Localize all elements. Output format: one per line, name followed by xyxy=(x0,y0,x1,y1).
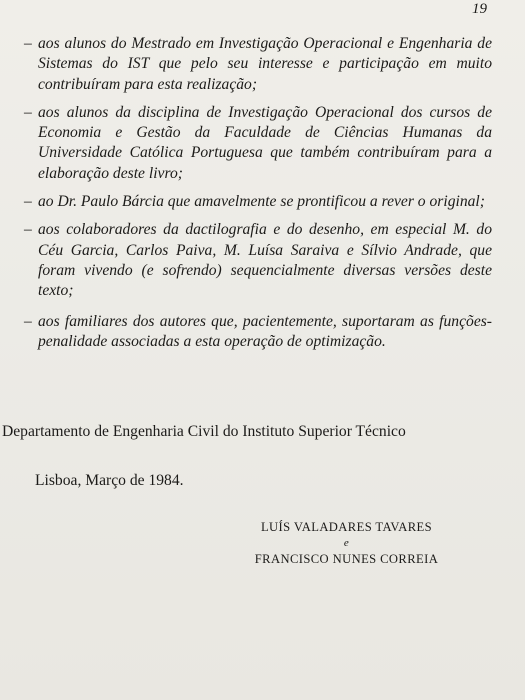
author-connector: e xyxy=(343,537,350,549)
acknowledgement-text: aos familiares dos autores que, pacientemente, suportaram as funções-penalidade associadas a esta operação de optimização. xyxy=(38,312,492,350)
dash: – xyxy=(24,103,32,121)
acknowledgements-list xyxy=(24,34,492,360)
acknowledgement-text: aos alunos do Mestrado em Investigação Operacional e Engenharia de Sistemas do IST que pelo seu interesse e participação em muito contribuíram para esta realização; xyxy=(38,35,492,93)
author-name: FRANCISCO NUNES CORREIA xyxy=(254,552,439,566)
acknowledgement-item xyxy=(24,103,492,184)
acknowledgement-item xyxy=(24,220,492,301)
page-number: 19 xyxy=(472,1,487,17)
author-signatures xyxy=(220,518,473,569)
acknowledgement-item xyxy=(24,192,492,212)
dash: – xyxy=(24,35,32,52)
acknowledgement-item xyxy=(24,312,492,353)
acknowledgement-text: aos colaboradores da dactilografia e do desenho, em especial M. do Céu Garcia, Carlos Paiva, M. Luísa Saraiva e Sílvio Andrade, que foram vivendo (e sofrendo) sequencialmente diversas versões deste texto; xyxy=(38,221,492,300)
acknowledgement-item xyxy=(24,34,492,95)
acknowledgement-text: aos alunos da disciplina de Investigação Operacional dos cursos de Economia e Gestão da Faculdade de Ciências Humanas da Universidade Católica Portuguesa que também contribuíram para a elaboração deste livro; xyxy=(38,103,492,182)
dash: – xyxy=(24,193,32,211)
dash: – xyxy=(24,312,32,330)
acknowledgement-text: ao Dr. Paulo Bárcia que amavelmente se prontificou a rever o original; xyxy=(38,193,485,211)
place-date: Lisboa, Março de 1984. xyxy=(35,472,184,489)
dash: – xyxy=(24,221,32,239)
department-line: Departamento de Engenharia Civil do Instituto Superior Técnico xyxy=(2,423,406,440)
author-name: LUÍS VALADARES TAVARES xyxy=(260,520,433,534)
